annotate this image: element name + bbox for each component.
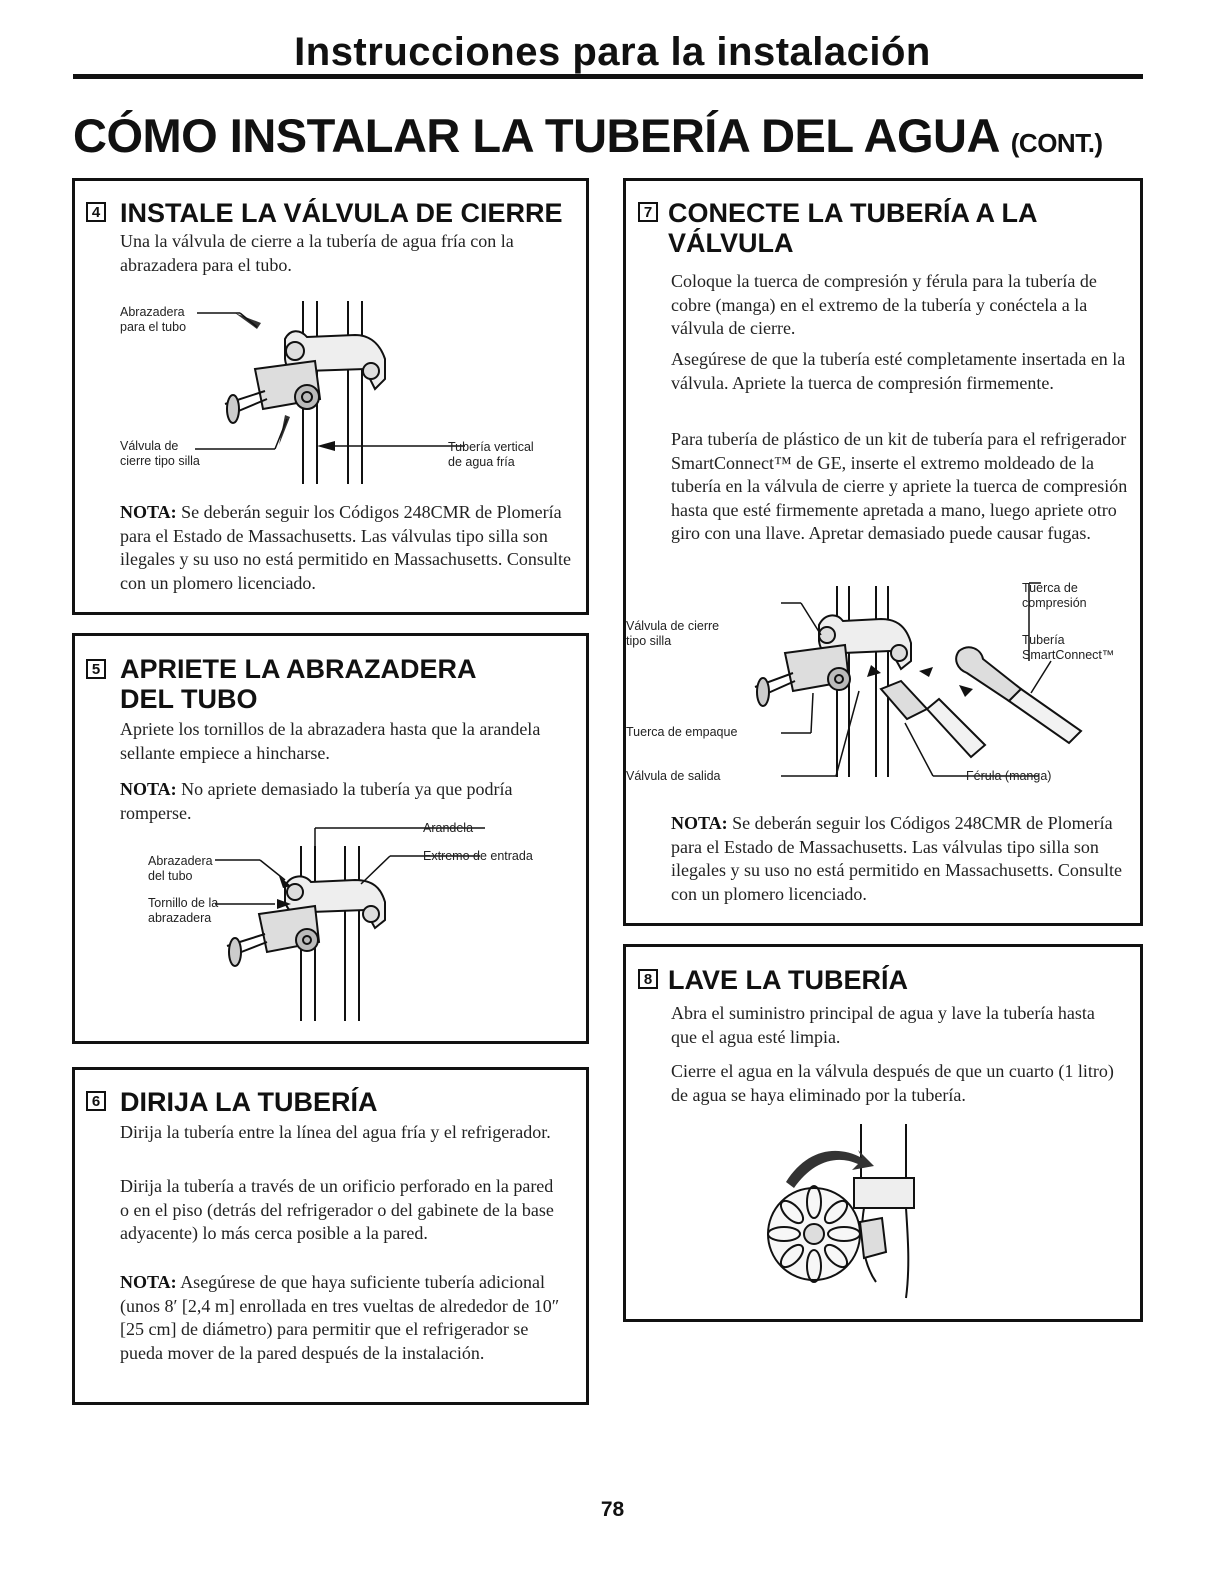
- step7-note: NOTA: Se deberán seguir los Códigos 248CMR de Plomería para el Estado de Massachusetts. Las válvulas tipo silla son ilegales y su uso no está permitido en Massachusetts. Consulte con un plomero licenciado.: [671, 813, 1122, 904]
- step5-label-clamp: Abrazadera del tubo: [148, 854, 213, 883]
- step7-text3: Para tubería de plástico de un kit de tubería para el refrigerador SmartConnect™ de GE, inserte el extremo moldeado de la tubería en la válvula de cierre y apriete la tuerca de compresión hasta que esté firmemente apretada a mano, luego apriete otro giro con una llave. Apretar demasiado puede causar fugas.: [671, 429, 1128, 543]
- step5-label-screw: Tornillo de la abrazadera: [148, 896, 219, 925]
- step6-text1: Dirija la tubería entre la línea del agua fría y el refrigerador.: [120, 1122, 551, 1142]
- step6-number: 6: [86, 1091, 106, 1111]
- step5-heading: APRIETE LA ABRAZADERA DEL TUBO: [120, 654, 477, 714]
- step7-label-valve: Válvula de cierre tipo silla: [626, 619, 720, 648]
- saddle-valve-figure: [195, 299, 475, 499]
- step4-note: NOTA: Se deberán seguir los Códigos 248CMR de Plomería para el Estado de Massachusetts. Las válvulas tipo silla son ilegales y su uso no está permitido en Massachusetts. Consulte con un plomero licenciado.: [120, 502, 571, 593]
- step4-label-clamp: Abrazadera para el tubo: [120, 305, 187, 334]
- step5-box: [72, 633, 589, 1044]
- step7-label-tubing: Tubería SmartConnect™: [1022, 633, 1115, 662]
- step7-heading: CONECTE LA TUBERÍA A LA VÁLVULA: [668, 198, 1038, 258]
- step7-box: [623, 178, 1143, 926]
- tubing-connection-figure: [721, 581, 1141, 781]
- step7-label-ferrule: Férula (manga): [966, 769, 1052, 783]
- step5-number: 5: [86, 659, 106, 679]
- step7-text1: Coloque la tuerca de compresión y férula para la tubería de cobre (manga) en el extremo de la tubería y conéctela a la válvula de cierre.: [671, 271, 1097, 338]
- shutoff-valve-figure: [766, 1122, 966, 1307]
- step7-label-packing-nut: Tuerca de empaque: [626, 725, 738, 739]
- step5-label-washer: Arandela: [423, 821, 474, 835]
- step8-box: [623, 944, 1143, 1322]
- step7-number: 7: [638, 202, 658, 222]
- step8-text1: Abra el suministro principal de agua y lave la tubería hasta que el agua esté limpia.: [671, 1003, 1095, 1047]
- step6-text2: Dirija la tubería a través de un orificio perforado en la pared o en el piso (detrás del refrigerador o del gabinete de la base adyacente) lo más cerca posible a la pared.: [120, 1176, 554, 1243]
- step5-note-label: NOTA:: [120, 779, 177, 799]
- step7-label-outlet-valve: Válvula de salida: [626, 769, 721, 783]
- step4-heading: INSTALE LA VÁLVULA DE CIERRE: [120, 198, 563, 228]
- step8-text2: Cierre el agua en la válvula después de que un cuarto (1 litro) de agua se haya eliminado por la tubería.: [671, 1061, 1114, 1105]
- title-rule: [73, 74, 1143, 79]
- section-heading: [73, 108, 1103, 163]
- step6-box: [72, 1067, 589, 1405]
- step4-label-valve: Válvula de cierre tipo silla: [120, 439, 200, 468]
- step5-text: Apriete los tornillos de la abrazadera hasta que la arandela sellante empiece a hincharse.: [120, 719, 541, 763]
- step6-note: NOTA: Asegúrese de que haya suficiente tubería adicional (unos 8′ [2,4 m] enrollada en tres vueltas de alrededor de 10″ [25 cm] de diámetro) para permitir que el refrigerador se pueda mover de la pared después de la instalación.: [120, 1272, 560, 1363]
- step4-box: [72, 178, 589, 615]
- section-suffix: (CONT.): [1010, 128, 1103, 158]
- step7-label-nut: Tuerca de compresión: [1022, 581, 1087, 610]
- step6-note-label: NOTA:: [120, 1272, 177, 1292]
- clamp-tighten-figure: [215, 816, 555, 1026]
- step7-note-label: NOTA:: [671, 813, 728, 833]
- step4-label-pipe: Tubería vertical de agua fría: [448, 440, 534, 469]
- step8-heading: LAVE LA TUBERÍA: [668, 965, 908, 995]
- step4-note-label: NOTA:: [120, 502, 177, 522]
- step6-heading: DIRIJA LA TUBERÍA: [120, 1087, 378, 1117]
- page-title: Instrucciones para la instalación: [294, 30, 931, 74]
- step7-text2: Asegúrese de que la tubería esté completamente insertada en la válvula. Apriete la tuerca de compresión firmemente.: [671, 349, 1126, 393]
- page-number: 78: [600, 1498, 625, 1521]
- step5-note: NOTA: No apriete demasiado la tubería ya que podría romperse.: [120, 779, 513, 823]
- section-title: CÓMO INSTALAR LA TUBERÍA DEL AGUA: [73, 109, 999, 162]
- step8-number: 8: [638, 969, 658, 989]
- step5-label-inlet: Extremo de entrada: [423, 849, 533, 863]
- step4-number: 4: [86, 202, 106, 222]
- step4-text: Una la válvula de cierre a la tubería de agua fría con la abrazadera para el tubo.: [120, 231, 514, 275]
